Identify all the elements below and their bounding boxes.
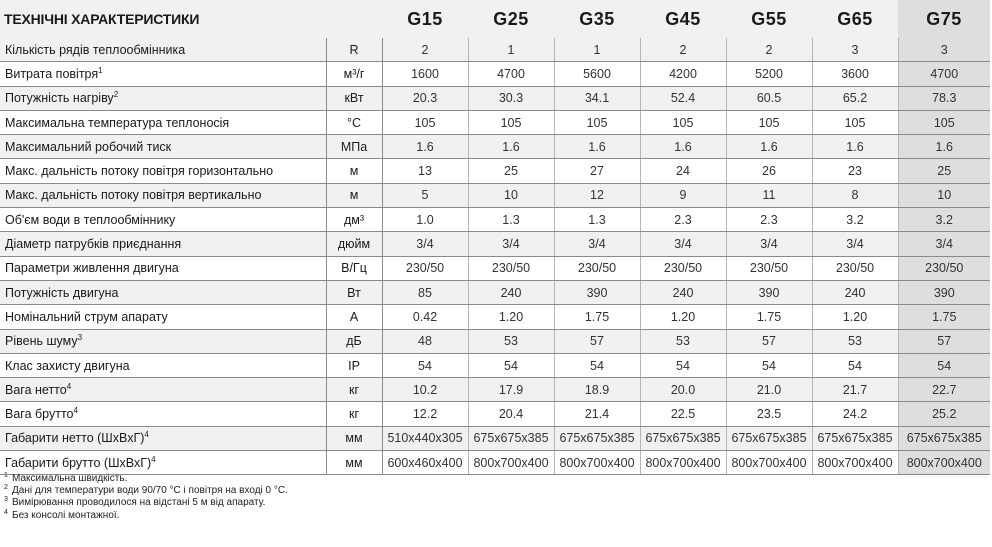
unit-cell: дм³ [326, 208, 382, 232]
param-label: Діаметр патрубків приєднання [5, 237, 182, 252]
value-cell-g55: 390 [726, 280, 812, 304]
footnote-ref: 4 [144, 430, 149, 440]
value-cell-g25: 20.4 [468, 402, 554, 426]
value-cell-g65: 675x675x385 [812, 426, 898, 450]
table-row [0, 183, 990, 207]
param-label-cell [0, 280, 326, 304]
value-cell-g65: 21.7 [812, 378, 898, 402]
value-cell-g25: 53 [468, 329, 554, 353]
model-header-g75: G75 [898, 0, 990, 38]
param-label: Клас захисту двигуна [5, 358, 130, 373]
value-cell-g25: 3/4 [468, 232, 554, 256]
value-cell-g65: 53 [812, 329, 898, 353]
value-cell-g35: 105 [554, 110, 640, 134]
value-cell-g45: 20.0 [640, 378, 726, 402]
value-cell-g65: 105 [812, 110, 898, 134]
value-cell-g45: 22.5 [640, 402, 726, 426]
value-cell-g55: 2 [726, 38, 812, 62]
table-row [0, 280, 990, 304]
value-cell-g35: 1.3 [554, 208, 640, 232]
param-label-cell [0, 329, 326, 353]
table-title: ТЕХНІЧНІ ХАРАКТЕРИСТИКИ [0, 0, 326, 38]
value-cell-g55: 11 [726, 183, 812, 207]
value-cell-g25: 54 [468, 353, 554, 377]
value-cell-g45: 105 [640, 110, 726, 134]
unit-cell: м³/г [326, 62, 382, 86]
table-row [0, 86, 990, 110]
value-cell-g55: 1.6 [726, 135, 812, 159]
param-label-cell [0, 353, 326, 377]
value-cell-g15: 1.0 [382, 208, 468, 232]
value-cell-g45: 52.4 [640, 86, 726, 110]
param-label: Вага брутто [5, 407, 74, 422]
value-cell-g75: 10 [898, 183, 990, 207]
param-label-cell [0, 135, 326, 159]
table-row [0, 256, 990, 280]
param-label-cell [0, 62, 326, 86]
value-cell-g45: 24 [640, 159, 726, 183]
value-cell-g55: 5200 [726, 62, 812, 86]
unit-cell: мм [326, 426, 382, 450]
value-cell-g35: 21.4 [554, 402, 640, 426]
value-cell-g75: 1.75 [898, 305, 990, 329]
value-cell-g55: 26 [726, 159, 812, 183]
table-row [0, 329, 990, 353]
param-label: Потужність нагріву [5, 91, 114, 106]
table-row [0, 402, 990, 426]
value-cell-g55: 800x700x400 [726, 451, 812, 475]
unit-cell: мм [326, 451, 382, 475]
value-cell-g35: 18.9 [554, 378, 640, 402]
value-cell-g65: 65.2 [812, 86, 898, 110]
footnotes [4, 473, 288, 522]
param-label-cell [0, 86, 326, 110]
value-cell-g15: 230/50 [382, 256, 468, 280]
value-cell-g45: 240 [640, 280, 726, 304]
value-cell-g35: 230/50 [554, 256, 640, 280]
param-label-cell [0, 378, 326, 402]
unit-cell: м [326, 183, 382, 207]
value-cell-g25: 1.6 [468, 135, 554, 159]
value-cell-g75: 25.2 [898, 402, 990, 426]
value-cell-g15: 5 [382, 183, 468, 207]
value-cell-g25: 675x675x385 [468, 426, 554, 450]
value-cell-g35: 54 [554, 353, 640, 377]
value-cell-g25: 25 [468, 159, 554, 183]
value-cell-g15: 0.42 [382, 305, 468, 329]
value-cell-g75: 57 [898, 329, 990, 353]
value-cell-g75: 3 [898, 38, 990, 62]
value-cell-g75: 22.7 [898, 378, 990, 402]
footnote: $^2$ Дані для температури води 90/70 °C і повітря на вході 0 °C. [4, 484, 288, 497]
value-cell-g15: 1.6 [382, 135, 468, 159]
value-cell-g65: 230/50 [812, 256, 898, 280]
value-cell-g75: 54 [898, 353, 990, 377]
value-cell-g25: 800x700x400 [468, 451, 554, 475]
footnote-ref: 4 [151, 454, 156, 464]
value-cell-g35: 34.1 [554, 86, 640, 110]
value-cell-g25: 1 [468, 38, 554, 62]
value-cell-g75: 3/4 [898, 232, 990, 256]
value-cell-g55: 57 [726, 329, 812, 353]
param-label-cell [0, 232, 326, 256]
value-cell-g35: 27 [554, 159, 640, 183]
table-row [0, 305, 990, 329]
unit-cell: °C [326, 110, 382, 134]
value-cell-g15: 54 [382, 353, 468, 377]
unit-cell: МПа [326, 135, 382, 159]
value-cell-g45: 675x675x385 [640, 426, 726, 450]
footnote: $^1$ Максимальна швидкість. [4, 472, 128, 484]
value-cell-g35: 1.6 [554, 135, 640, 159]
value-cell-g65: 23 [812, 159, 898, 183]
footnote-text: Максимальна швидкість. [12, 473, 128, 484]
value-cell-g15: 600x460x400 [382, 451, 468, 475]
footnote-text: Дані для температури води 90/70 °C і повітря на вході 0 °C. [12, 485, 288, 497]
table-row [0, 426, 990, 450]
value-cell-g75: 390 [898, 280, 990, 304]
param-label-cell [0, 451, 326, 475]
param-label: Макс. дальність потоку повітря горизонтально [5, 164, 274, 179]
value-cell-g45: 9 [640, 183, 726, 207]
table-row [0, 110, 990, 134]
unit-cell: кг [326, 402, 382, 426]
value-cell-g65: 1.6 [812, 135, 898, 159]
value-cell-g55: 54 [726, 353, 812, 377]
value-cell-g45: 1.6 [640, 135, 726, 159]
param-label-cell [0, 183, 326, 207]
value-cell-g55: 675x675x385 [726, 426, 812, 450]
value-cell-g25: 105 [468, 110, 554, 134]
value-cell-g15: 105 [382, 110, 468, 134]
footnote-ref: 1 [98, 65, 103, 75]
footnote: $^3$ Вимірювання проводилося на відстані 5 м від апарату. [4, 496, 266, 509]
param-label: Потужність двигуна [5, 285, 119, 300]
value-cell-g35: 675x675x385 [554, 426, 640, 450]
value-cell-g35: 1 [554, 38, 640, 62]
table-row [0, 451, 990, 475]
table-row [0, 208, 990, 232]
value-cell-g45: 4200 [640, 62, 726, 86]
param-label-cell [0, 110, 326, 134]
param-label-cell [0, 402, 326, 426]
model-header-g15: G15 [382, 0, 468, 38]
value-cell-g35: 3/4 [554, 232, 640, 256]
spec-rows [0, 38, 990, 475]
value-cell-g75: 105 [898, 110, 990, 134]
table-row [0, 353, 990, 377]
unit-cell: дБ [326, 329, 382, 353]
model-header-g55: G55 [726, 0, 812, 38]
unit-cell: R [326, 38, 382, 62]
value-cell-g35: 390 [554, 280, 640, 304]
value-cell-g45: 53 [640, 329, 726, 353]
value-cell-g65: 54 [812, 353, 898, 377]
table-row [0, 378, 990, 402]
value-cell-g15: 2 [382, 38, 468, 62]
value-cell-g55: 60.5 [726, 86, 812, 110]
value-cell-g55: 105 [726, 110, 812, 134]
table-row [0, 38, 990, 62]
param-label-cell [0, 426, 326, 450]
unit-header [326, 0, 382, 38]
value-cell-g25: 4700 [468, 62, 554, 86]
param-label: Параметри живлення двигуна [5, 261, 179, 276]
value-cell-g45: 2 [640, 38, 726, 62]
value-cell-g45: 1.20 [640, 305, 726, 329]
unit-cell: кг [326, 378, 382, 402]
value-cell-g75: 25 [898, 159, 990, 183]
param-label: Витрата повітря [5, 66, 99, 81]
value-cell-g65: 24.2 [812, 402, 898, 426]
table-row [0, 135, 990, 159]
value-cell-g65: 240 [812, 280, 898, 304]
unit-cell: м [326, 159, 382, 183]
model-header-g35: G35 [554, 0, 640, 38]
unit-cell: IP [326, 353, 382, 377]
unit-cell: В/Гц [326, 256, 382, 280]
value-cell-g15: 1600 [382, 62, 468, 86]
unit-cell: дюйм [326, 232, 382, 256]
param-label: Об'єм води в теплообміннику [5, 212, 176, 227]
value-cell-g75: 3.2 [898, 208, 990, 232]
footnote-text: Вимірювання проводилося на відстані 5 м від апарату. [12, 497, 266, 509]
param-label: Максимальна температура теплоносія [5, 115, 230, 130]
value-cell-g35: 800x700x400 [554, 451, 640, 475]
value-cell-g75: 230/50 [898, 256, 990, 280]
value-cell-g55: 230/50 [726, 256, 812, 280]
value-cell-g15: 13 [382, 159, 468, 183]
value-cell-g75: 78.3 [898, 86, 990, 110]
value-cell-g55: 21.0 [726, 378, 812, 402]
table-row [0, 159, 990, 183]
value-cell-g35: 12 [554, 183, 640, 207]
param-label: Рівень шуму [5, 334, 78, 349]
value-cell-g75: 675x675x385 [898, 426, 990, 450]
value-cell-g35: 5600 [554, 62, 640, 86]
value-cell-g15: 510x440x305 [382, 426, 468, 450]
footnote-text: Без консолі монтажної. [12, 509, 120, 521]
model-header-g45: G45 [640, 0, 726, 38]
param-label-cell [0, 159, 326, 183]
value-cell-g15: 48 [382, 329, 468, 353]
value-cell-g65: 3600 [812, 62, 898, 86]
value-cell-g55: 3/4 [726, 232, 812, 256]
value-cell-g35: 57 [554, 329, 640, 353]
footnote-ref: 4 [73, 406, 78, 416]
param-label: Макс. дальність потоку повітря вертикально [5, 188, 262, 203]
param-label-cell [0, 38, 326, 62]
footnote: $^4$ Без консолі монтажної. [4, 508, 120, 521]
value-cell-g45: 800x700x400 [640, 451, 726, 475]
value-cell-g25: 17.9 [468, 378, 554, 402]
param-label: Габарити брутто (ШхВхГ) [5, 455, 152, 470]
value-cell-g55: 23.5 [726, 402, 812, 426]
value-cell-g75: 800x700x400 [898, 451, 990, 475]
unit-cell: Вт [326, 280, 382, 304]
value-cell-g45: 230/50 [640, 256, 726, 280]
value-cell-g75: 1.6 [898, 135, 990, 159]
value-cell-g65: 3/4 [812, 232, 898, 256]
value-cell-g15: 10.2 [382, 378, 468, 402]
value-cell-g65: 3.2 [812, 208, 898, 232]
value-cell-g65: 800x700x400 [812, 451, 898, 475]
param-label: Габарити нетто (ШхВхГ) [5, 431, 145, 446]
value-cell-g45: 3/4 [640, 232, 726, 256]
unit-cell: А [326, 305, 382, 329]
param-label-cell [0, 208, 326, 232]
value-cell-g55: 2.3 [726, 208, 812, 232]
value-cell-g65: 3 [812, 38, 898, 62]
unit-cell: кВт [326, 86, 382, 110]
model-header-g25: G25 [468, 0, 554, 38]
value-cell-g15: 85 [382, 280, 468, 304]
value-cell-g25: 30.3 [468, 86, 554, 110]
value-cell-g25: 230/50 [468, 256, 554, 280]
param-label: Вага нетто [5, 382, 67, 397]
value-cell-g55: 1.75 [726, 305, 812, 329]
param-label: Максимальний робочий тиск [5, 139, 172, 154]
value-cell-g45: 2.3 [640, 208, 726, 232]
value-cell-g25: 1.3 [468, 208, 554, 232]
header-row [0, 0, 990, 38]
param-label: Кількість рядів теплообмінника [5, 42, 186, 57]
value-cell-g15: 12.2 [382, 402, 468, 426]
param-label: Номінальний струм апарату [5, 309, 168, 324]
param-label-cell [0, 305, 326, 329]
value-cell-g65: 1.20 [812, 305, 898, 329]
value-cell-g45: 54 [640, 353, 726, 377]
table-row [0, 62, 990, 86]
footnote-ref: 2 [113, 90, 119, 100]
model-header-g65: G65 [812, 0, 898, 38]
footnote-ref: 4 [66, 381, 72, 391]
value-cell-g25: 10 [468, 183, 554, 207]
value-cell-g15: 20.3 [382, 86, 468, 110]
footnote-ref: 3 [77, 333, 83, 343]
value-cell-g75: 4700 [898, 62, 990, 86]
value-cell-g25: 1.20 [468, 305, 554, 329]
value-cell-g65: 8 [812, 183, 898, 207]
value-cell-g35: 1.75 [554, 305, 640, 329]
table-row [0, 232, 990, 256]
value-cell-g25: 240 [468, 280, 554, 304]
param-label-cell [0, 256, 326, 280]
value-cell-g15: 3/4 [382, 232, 468, 256]
